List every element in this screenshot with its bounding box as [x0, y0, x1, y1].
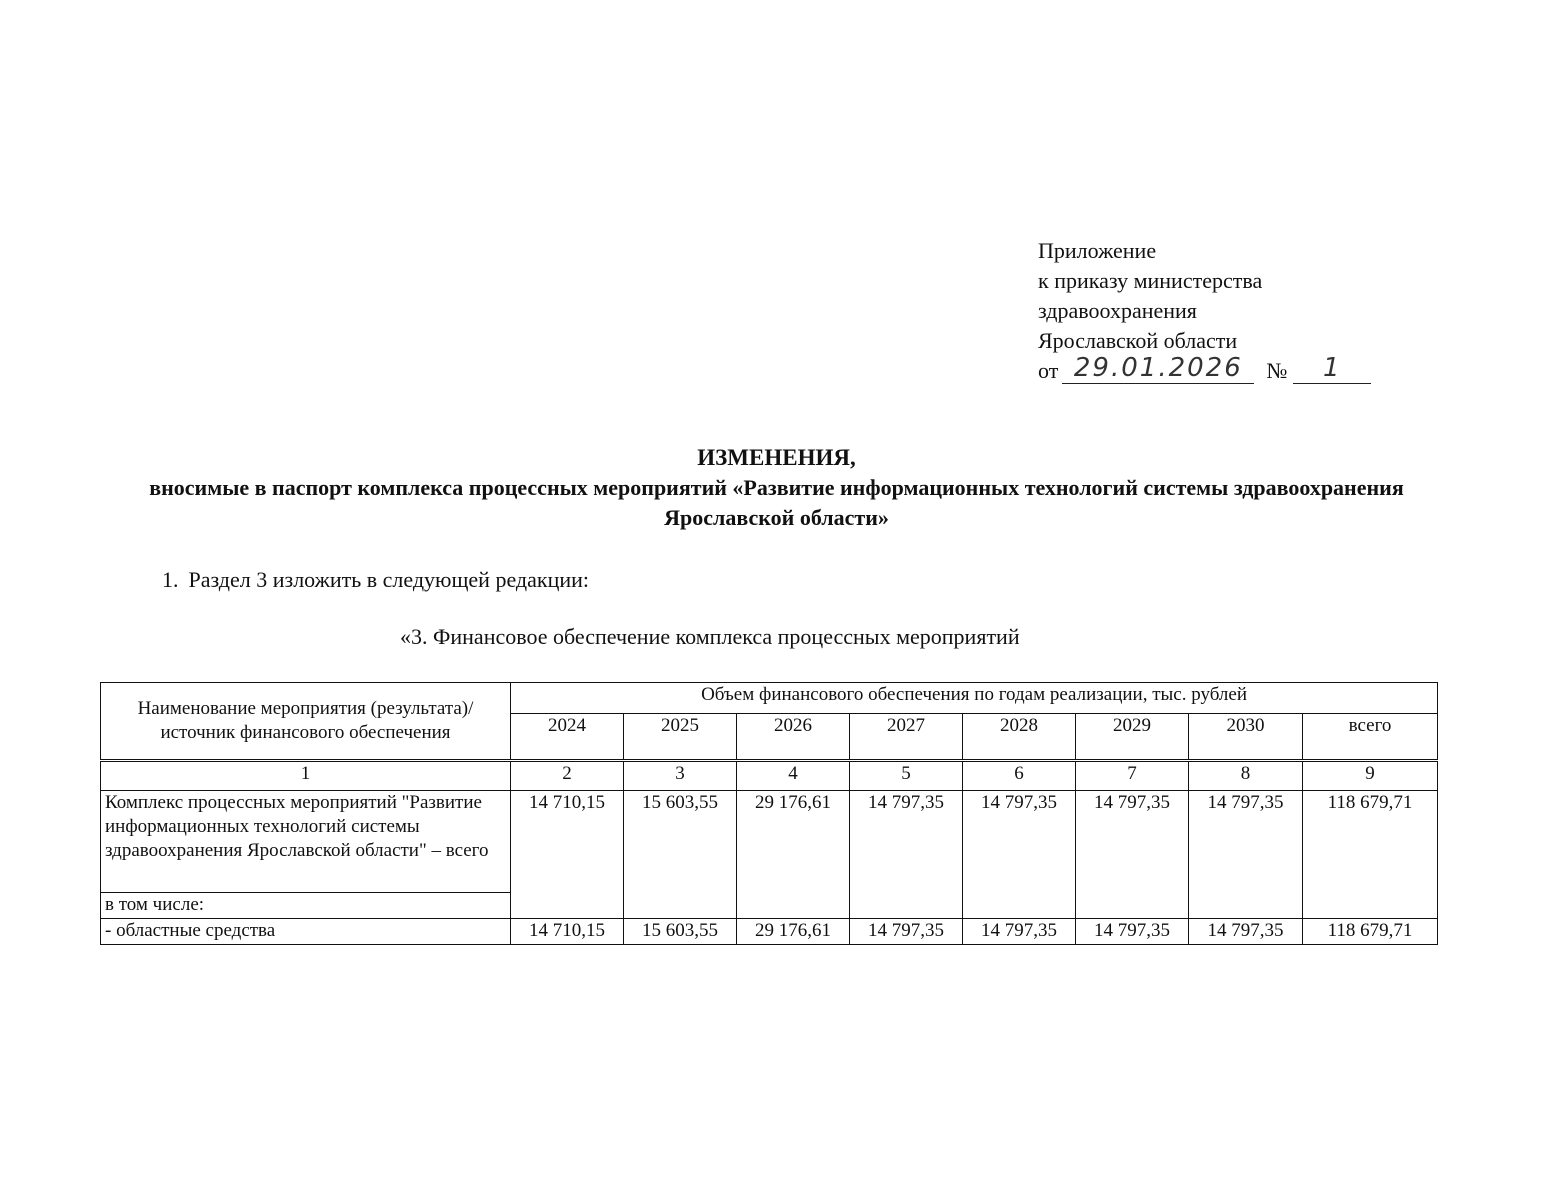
value-cell: 15 603,55	[624, 919, 737, 945]
order-date-number-row	[1038, 353, 1378, 386]
order-number-field	[1293, 353, 1371, 384]
column-number-cell: 9	[1303, 761, 1438, 791]
column-number-cell: 6	[963, 761, 1076, 791]
table-header-row	[101, 683, 1438, 714]
column-number-cell: 4	[737, 761, 850, 791]
financing-table	[100, 682, 1438, 945]
row-name-cell: - областные средства	[101, 919, 511, 945]
year-header-cell: 2027	[850, 714, 963, 761]
column-number-cell: 5	[850, 761, 963, 791]
value-cell: 14 797,35	[850, 919, 963, 945]
value-cell: 14 797,35	[963, 919, 1076, 945]
column-numbers-row	[101, 761, 1438, 791]
value-cell: 15 603,55	[624, 791, 737, 919]
value-cell: 29 176,61	[737, 791, 850, 919]
column-number-cell: 3	[624, 761, 737, 791]
appendix-block	[1038, 236, 1378, 386]
value-cell: 14 797,35	[1076, 791, 1189, 919]
year-header-cell: 2029	[1076, 714, 1189, 761]
document-title	[0, 443, 1553, 533]
header-name-cell: Наименование мероприятия (результата)/ источник финансового обеспечения	[101, 683, 511, 761]
year-header-cell: 2030	[1189, 714, 1303, 761]
value-cell: 14 797,35	[1076, 919, 1189, 945]
year-header-cell: 2025	[624, 714, 737, 761]
year-header-cell: 2028	[963, 714, 1076, 761]
value-cell: 14 797,35	[963, 791, 1076, 919]
row-name-cell: Комплекс процессных мероприятий "Развитие информационных технологий системы здравоохранения Ярославской области" – всего	[101, 791, 511, 893]
handwritten-date: 29.01.2026	[1073, 353, 1243, 383]
column-number-cell: 2	[511, 761, 624, 791]
column-number-cell: 8	[1189, 761, 1303, 791]
section-title: «3. Финансовое обеспечение комплекса процессных мероприятий	[400, 624, 1020, 649]
appendix-line: Ярославской области	[1038, 328, 1238, 353]
value-cell: 14 710,15	[511, 791, 624, 919]
appendix-line: здравоохранения	[1038, 298, 1197, 323]
instruction-text: Раздел 3 изложить в следующей редакции:	[188, 567, 590, 592]
value-cell: 14 797,35	[850, 791, 963, 919]
total-header-cell: всего	[1303, 714, 1438, 761]
title-heading: ИЗМЕНЕНИЯ,	[697, 445, 856, 470]
value-cell: 14 797,35	[1189, 791, 1303, 919]
header-volume-cell: Объем финансового обеспечения по годам реализации, тыс. рублей	[511, 683, 1438, 714]
title-subtitle: вносимые в паспорт комплекса процессных мероприятий «Развитие информационных технологий системы здравоохранения Ярославской области»	[149, 475, 1404, 530]
value-cell: 29 176,61	[737, 919, 850, 945]
order-date-field	[1062, 353, 1254, 384]
value-cell: 14 710,15	[511, 919, 624, 945]
table-row	[101, 919, 1438, 945]
date-prefix: от	[1038, 358, 1059, 383]
year-header-cell: 2024	[511, 714, 624, 761]
handwritten-number: 1	[1323, 353, 1342, 383]
total-value-cell: 118 679,71	[1303, 791, 1438, 919]
number-label: №	[1266, 358, 1288, 383]
column-number-cell: 7	[1076, 761, 1189, 791]
appendix-line: Приложение	[1038, 238, 1157, 263]
row-name-cell: в том числе:	[101, 893, 511, 919]
column-number-cell: 1	[101, 761, 511, 791]
table-row	[101, 791, 1438, 893]
appendix-line: к приказу министерства	[1038, 268, 1263, 293]
total-value-cell: 118 679,71	[1303, 919, 1438, 945]
value-cell: 14 797,35	[1189, 919, 1303, 945]
year-header-cell: 2026	[737, 714, 850, 761]
instruction-item	[162, 565, 589, 595]
instruction-number: 1.	[162, 567, 179, 592]
